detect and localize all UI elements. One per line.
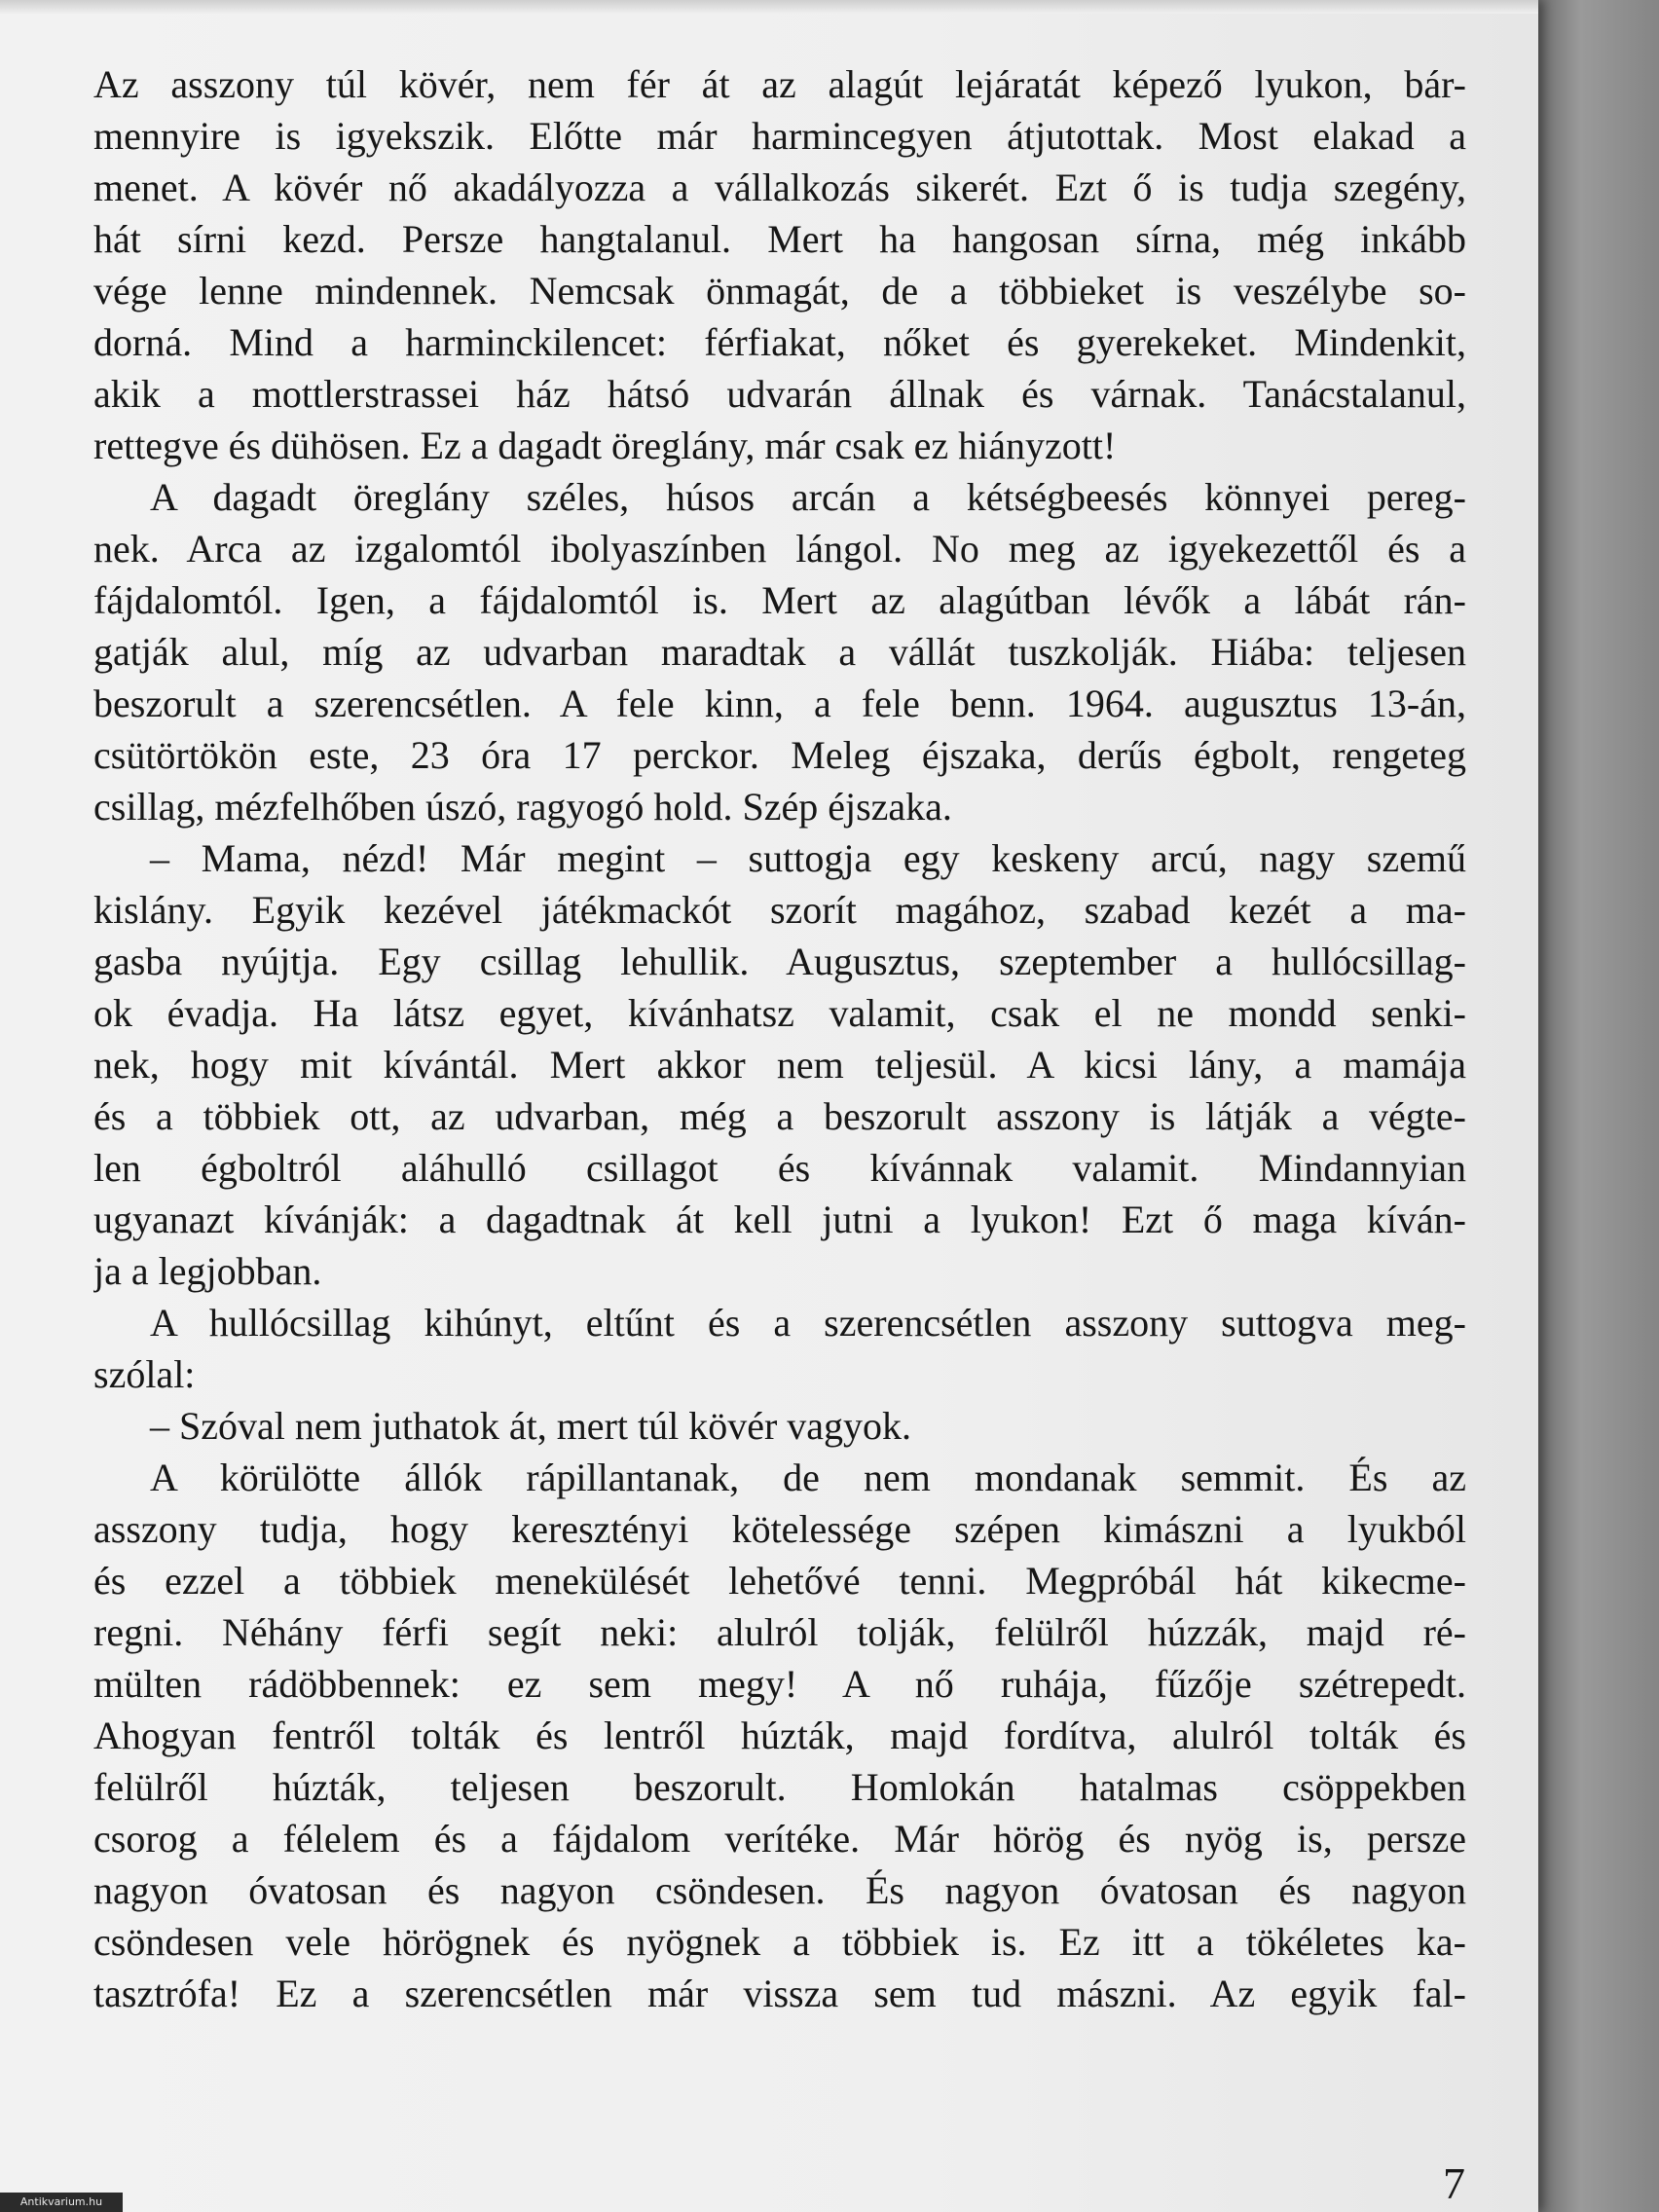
text-line: asszony tudja, hogy keresztényi kötelessége szépen kimászni a lyukból: [93, 1507, 1466, 1551]
text-line: gatják alul, míg az udvarban maradtak a vállát tuszkolják. Hiába: teljesen: [93, 630, 1466, 674]
text-line: csütörtökön este, 23 óra 17 perckor. Meleg éjszaka, derűs égbolt, rengeteg: [93, 733, 1466, 777]
text-line: hát sírni kezd. Persze hangtalanul. Mert ha hangosan sírna, még inkább: [93, 217, 1466, 261]
text-line: len égboltról aláhulló csillagot és kívánnak valamit. Mindannyian: [93, 1146, 1466, 1190]
text-line: Ahogyan fentről tolták és lentről húzták, majd fordítva, alulról tolták és: [93, 1714, 1466, 1757]
text-line: A körülötte állók rápillantanak, de nem mondanak semmit. És az: [150, 1456, 1466, 1499]
text-line: dorná. Mind a harminckilencet: férfiakat, nőket és gyerekeket. Mindenkit,: [93, 320, 1466, 364]
text-line: mennyire is igyekszik. Előtte már harmincegyen átjutottak. Most elakad a: [93, 114, 1466, 158]
text-line: ja a legjobban.: [93, 1249, 322, 1293]
body-text: [93, 58, 1466, 2019]
text-line: mülten rádöbbennek: ez sem megy! A nő ruhája, fűzője szétrepedt.: [93, 1662, 1466, 1706]
page-number: 7: [1443, 2158, 1465, 2208]
watermark-logo: Antikvarium.hu: [0, 2193, 123, 2212]
text-line: kislány. Egyik kezével játékmackót szorít magához, szabad kezét a ma-: [93, 888, 1466, 932]
text-line: és a többiek ott, az udvarban, még a beszorult asszony is látják a végte-: [93, 1094, 1466, 1138]
text-line: csöndesen vele hörögnek és nyögnek a többiek is. Ez itt a tökéletes ka-: [93, 1920, 1466, 1964]
text-line: menet. A kövér nő akadályozza a vállalkozás sikerét. Ezt ő is tudja szegény,: [93, 166, 1466, 209]
text-line: tasztrófa! Ez a szerencsétlen már vissza sem tud mászni. Az egyik fal-: [93, 1972, 1466, 2015]
text-line: vége lenne mindennek. Nemcsak önmagát, de a többieket is veszélybe so-: [93, 269, 1466, 313]
text-line: szólal:: [93, 1352, 196, 1396]
text-line: és ezzel a többiek menekülését lehetővé tenni. Megpróbál hát kikecme-: [93, 1559, 1466, 1603]
page-top-shadow: [0, 0, 1538, 14]
text-line: beszorult a szerencsétlen. A fele kinn, a fele benn. 1964. augusztus 13-án,: [93, 682, 1466, 725]
text-line: gasba nyújtja. Egy csillag lehullik. Augusztus, szeptember a hullócsillag-: [93, 940, 1466, 983]
text-line: A hullócsillag kihúnyt, eltűnt és a szerencsétlen asszony suttogva meg-: [150, 1301, 1466, 1345]
text-line: nek. Arca az izgalomtól ibolyaszínben lángol. No meg az igyekezettől és a: [93, 527, 1466, 571]
text-line: felülről húzták, teljesen beszorult. Homlokán hatalmas csöppekben: [93, 1765, 1466, 1809]
text-line: nek, hogy mit kívántál. Mert akkor nem teljesül. A kicsi lány, a mamája: [93, 1043, 1466, 1087]
text-line: Az asszony túl kövér, nem fér át az alagút lejáratát képező lyukon, bár-: [93, 62, 1466, 106]
text-line: – Szóval nem juthatok át, mert túl kövér vagyok.: [150, 1404, 912, 1448]
text-line: ugyanazt kívánják: a dagadtnak át kell jutni a lyukon! Ezt ő maga kíván-: [93, 1198, 1466, 1241]
text-line: fájdalomtól. Igen, a fájdalomtól is. Mert az alagútban lévők a lábát rán-: [93, 578, 1466, 622]
text-line: csillag, mézfelhőben úszó, ragyogó hold. Szép éjszaka.: [93, 785, 952, 829]
text-line: akik a mottlerstrassei ház hátsó udvarán állnak és várnak. Tanácstalanul,: [93, 372, 1466, 416]
text-line: ok évadja. Ha látsz egyet, kívánhatsz valamit, csak el ne mondd senki-: [93, 991, 1466, 1035]
text-line: A dagadt öreglány széles, húsos arcán a kétségbeesés könnyei pereg-: [150, 475, 1466, 519]
text-line: nagyon óvatosan és nagyon csöndesen. És nagyon óvatosan és nagyon: [93, 1868, 1466, 1912]
text-line: csorog a félelem és a fájdalom verítéke. Már hörög és nyög is, persze: [93, 1817, 1466, 1861]
adjacent-page-edge: [1538, 0, 1659, 2212]
text-line: – Mama, nézd! Már megint – suttogja egy keskeny arcú, nagy szemű: [150, 836, 1466, 880]
text-line: rettegve és dühösen. Ez a dagadt öreglány, már csak ez hiányzott!: [93, 424, 1117, 467]
text-line: regni. Néhány férfi segít neki: alulról tolják, felülről húzzák, majd ré-: [93, 1610, 1466, 1654]
